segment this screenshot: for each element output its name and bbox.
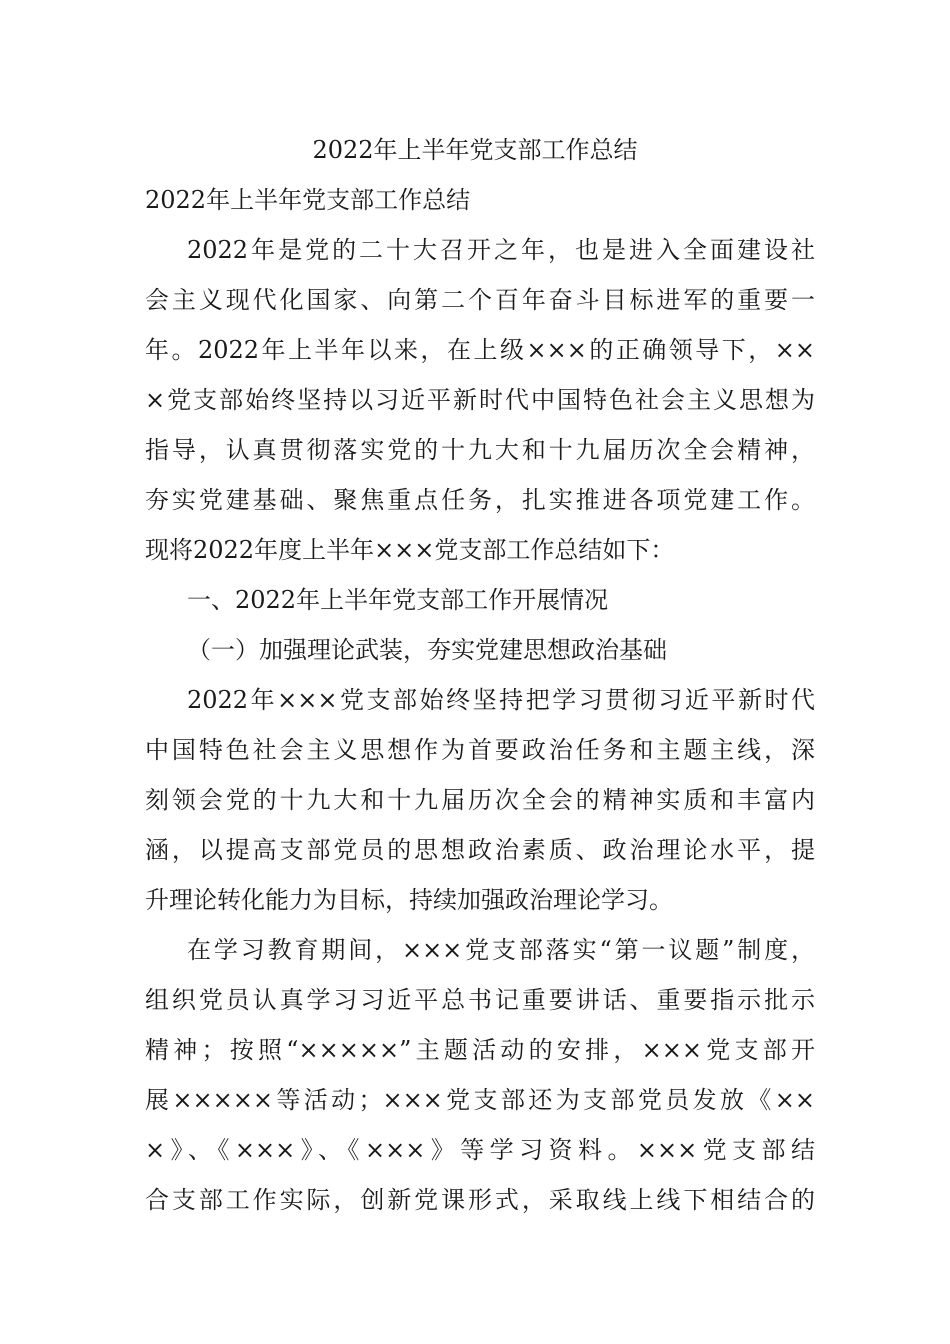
subsection-heading: （一）加强理论武装，夯实党建思想政治基础 — [187, 636, 667, 664]
paragraph-line: 会主义现代化国家、向第二个百年奋斗目标进军的重要一 — [145, 286, 815, 314]
paragraph-line: ×》、《×××》、《×××》等学习资料。×××党支部结 — [145, 1136, 815, 1164]
paragraph-line: 组织党员认真学习习近平总书记重要讲话、重要指示批示 — [145, 986, 815, 1014]
paragraph-line: 展×××××等活动；×××党支部还为支部党员发放《×× — [145, 1086, 815, 1114]
paragraph-line: 精神；按照“×××××”主题活动的安排，×××党支部开 — [145, 1036, 815, 1064]
paragraph-line: 年。2022年上半年以来，在上级×××的正确领导下，×× — [145, 336, 815, 364]
paragraph-line: 现将2022年度上半年×××党支部工作总结如下： — [145, 536, 675, 564]
paragraph-line: ×党支部始终坚持以习近平新时代中国特色社会主义思想为 — [145, 386, 815, 414]
paragraph-line: 中国特色社会主义思想作为首要政治任务和主题主线，深 — [145, 736, 815, 764]
paragraph-line: 涵，以提高支部党员的思想政治素质、政治理论水平，提 — [145, 836, 815, 864]
paragraph-line: 指导，认真贯彻落实党的十九大和十九届历次全会精神， — [145, 436, 815, 464]
subtitle-line: 2022年上半年党支部工作总结 — [145, 186, 471, 214]
paragraph-line: 2022年×××党支部始终坚持把学习贯彻习近平新时代 — [187, 686, 815, 714]
paragraph-line: 合支部工作实际，创新党课形式，采取线上线下相结合的 — [145, 1186, 815, 1214]
paragraph-line: 在学习教育期间，×××党支部落实“第一议题”制度， — [187, 936, 815, 964]
paragraph-line: 升理论转化能力为目标，持续加强政治理论学习。 — [145, 886, 673, 914]
section-heading: 一、2022年上半年党支部工作开展情况 — [187, 586, 609, 614]
document-title: 2022年上半年党支部工作总结 — [312, 136, 638, 164]
paragraph-line: 夯实党建基础、聚焦重点任务，扎实推进各项党建工作。 — [145, 486, 815, 514]
paragraph-line: 刻领会党的十九大和十九届历次全会的精神实质和丰富内 — [145, 786, 815, 814]
paragraph-line: 2022年是党的二十大召开之年，也是进入全面建设社 — [187, 236, 815, 264]
